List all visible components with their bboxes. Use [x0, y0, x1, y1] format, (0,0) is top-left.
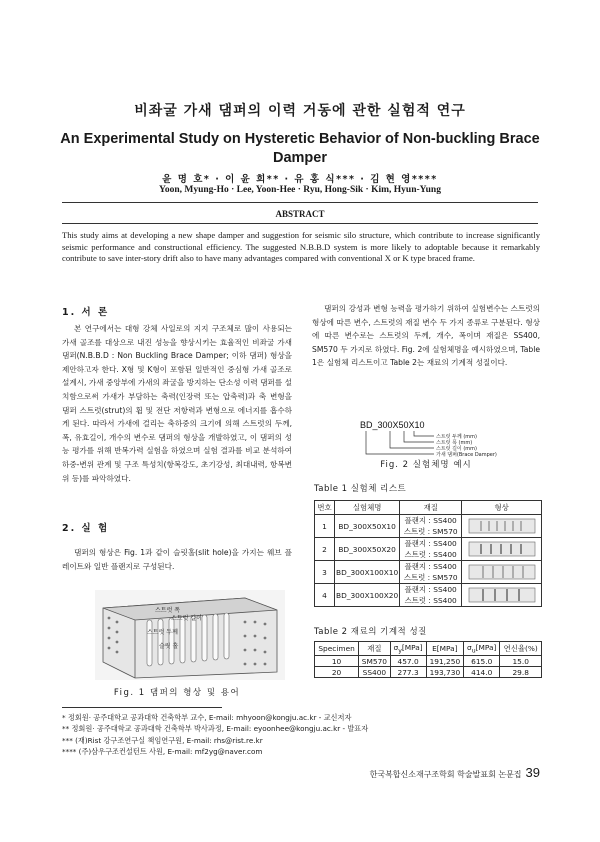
fig1-caption: Fig. 1 댐퍼의 형상 및 용어 [113, 688, 241, 698]
fig2-specimen-code-diagram [360, 418, 520, 486]
proceedings-title: 한국복합신소재구조학회 학술발표회 논문집 [369, 770, 522, 779]
section-2-body-right [312, 302, 540, 370]
table1-header-material: 재질 [400, 501, 462, 515]
table2-header-elongation: 연신율(%) [500, 642, 542, 656]
fig2-legend-length: 스트럿 길이 (mm) [436, 446, 477, 452]
table1-material [400, 584, 462, 607]
table1-material [400, 561, 462, 584]
table2-material: SS400 [359, 667, 391, 678]
table2-material-properties [314, 641, 542, 678]
footnote-rule [62, 707, 222, 708]
table-row [315, 584, 542, 607]
paper-title-english: An Experimental Study on Hysteretic Behavior of Non-buckling Brace Damper [60, 131, 540, 166]
table-row [315, 667, 542, 678]
page-number: 39 [525, 765, 540, 780]
table1-no: 4 [315, 584, 335, 607]
specimen-sketch-icon [467, 563, 537, 581]
table1-name: BD_300X100X20 [335, 584, 400, 607]
table-row [315, 538, 542, 561]
table1-no: 2 [315, 538, 335, 561]
fig1-damper-drawing [95, 590, 285, 680]
table1-shape [462, 538, 542, 561]
section-2-heading: 2. 실 험 [62, 523, 110, 534]
fig1-label-slit-hole: 슬릿 홀 [159, 643, 179, 650]
section-1-paragraph: 본 연구에서는 대형 강체 사일로의 지지 구조체로 많이 사용되는 가새 골조를 대상으로 내진 성능을 향상시키는 효율적인 비좌굴 가새 댐퍼(N.B.B.D : Non Buckling Brace Damper; 이하 댐퍼) 형상을 제안하고자 한다. X형 및 K형이 포함된 일반적인 중심형 가새 골조로 설계시, 가새 중앙부에 가새의 좌굴을 방지하는 단소성 이력 댐퍼를 설치함으로써 가새가 부담하는 축력(인장력 또는 압축력)과 축 변형을 댐퍼 스트럿(strut)의 휨 및 전단 저항력과 변형으로 에너지를 흡수하게 된다. 따라서 가새에 걸리는 축하중의 크기에 의해 스트럿의 두께, 폭, 유효길이, 개수의 변수로 댐퍼의 형상을 개발하였고, 이 댐퍼의 성능 평가를 위해 반복가력 실험을 하였으며 실험 결과를 비교 분석하여 하중-변위 관계 및 구조 특성치(항복강도, 초기강성, 최대내력, 항복변위 등)를 파악하였다. [62, 324, 292, 483]
footnote-3: *** (재)Rist 강구조연구실 책임연구원, E-mail: rhs@rist.re.kr [62, 735, 263, 745]
fig2-legend-brace-damper: 가새 댐퍼(Brace Damper) [436, 452, 497, 458]
fig2-legend-width: 스트럿 폭 (mm) [436, 440, 473, 446]
authors-korean: 윤 명 호* · 이 윤 희** · 유 홍 식*** · 김 현 영**** [162, 174, 438, 185]
table2-modulus: 191,250 [426, 656, 464, 667]
footnotes [62, 712, 538, 757]
section-2-paragraph-left: 댐퍼의 형상은 Fig. 1과 같이 슬릿홀(slit hole)을 가지는 웨브 플레이트와 일반 플랜지로 구성된다. [62, 548, 292, 571]
table1-header-no: 번호 [315, 501, 335, 515]
table1-header-shape: 형상 [462, 501, 542, 515]
table1-name: BD_300X50X20 [335, 538, 400, 561]
table2-title: Table 2 재료의 기계적 성질 [314, 627, 427, 637]
section-1-heading: 1. 서 론 [62, 307, 110, 318]
unit-mpa: [MPa] [401, 642, 423, 652]
section-2-body-left [62, 546, 292, 573]
table1-name: BD_300X100X10 [335, 561, 400, 584]
table1-material-strut: 스트럿 : SS400 [404, 596, 457, 605]
table1-no: 1 [315, 515, 335, 538]
table2-specimen: 20 [315, 667, 359, 678]
table1-specimen-list [314, 500, 542, 607]
table-row [315, 656, 542, 667]
fig1-label-strut-length: 스트럿 길이 [171, 615, 202, 622]
table1-shape [462, 515, 542, 538]
table1-material-flange: 플랜지 : SS400 [404, 516, 457, 525]
yield-subscript: y [398, 647, 402, 655]
footnote-4: **** (주)삼우구조컨설턴트 사원, E-mail: mf2yg@naver.com [62, 746, 263, 756]
abstract-heading: ABSTRACT [275, 209, 325, 219]
page-footer [320, 765, 540, 780]
ultimate-subscript: u [471, 647, 476, 655]
table2-elongation: 15.0 [500, 656, 542, 667]
specimen-sketch-icon [467, 540, 537, 558]
table1-no: 3 [315, 561, 335, 584]
table2-header-ultimate [464, 642, 500, 656]
authors-english: Yoon, Myung-Ho · Lee, Yoon-Hee · Ryu, Hong-Sik · Kim, Hyun-Yung [159, 185, 441, 195]
footnote-1: * 정회원· 공주대학교 공과대학 건축학부 교수, E-mail: mhyoon@kongju.ac.kr - 교신저자 [62, 713, 352, 722]
specimen-sketch-icon [467, 517, 537, 535]
table1-material [400, 538, 462, 561]
sigma-symbol: σ [393, 642, 399, 652]
table1-material-strut: 스트럿 : SM570 [403, 573, 458, 582]
table2-yield: 277.3 [390, 667, 426, 678]
fig2-code: BD_300X50X10 [360, 420, 425, 430]
table1-title: Table 1 실험체 리스트 [314, 484, 407, 494]
table1-header-name: 실험체명 [335, 501, 400, 515]
abstract-bottom-rule [62, 223, 538, 224]
table1-material-flange: 플랜지 : SS400 [404, 562, 457, 571]
table1-shape [462, 561, 542, 584]
table1-material-flange: 플랜지 : SS400 [404, 539, 457, 548]
section-1-body [62, 322, 292, 485]
table-row [315, 561, 542, 584]
section-2-paragraph-right: 댐퍼의 강성과 변형 능력을 평가하기 위하여 실험변수는 스트럿의 형상에 따른 변수, 스트럿의 재질 변수 두 가지 종류로 구분된다. 형상에 따른 변수로는 스트럿의 두께, 개수, 폭이며 재질은 SS400, SM570 두 가지로 하였다. Fig. 2에 실험체명을 예시하였으며, Table 1은 실험체 리스트이고 Table 2는 재료의 기계적 성질이다. [312, 304, 540, 368]
table1-material-strut: 스트럿 : SS400 [404, 550, 457, 559]
table1-material-flange: 플랜지 : SS400 [404, 585, 457, 594]
footnote-2: ** 정회원· 공주대학교 공과대학 건축학부 박사과정, E-mail: eyoonhee@kongju.ac.kr - 발표자 [62, 724, 369, 734]
paper-title-korean: 비좌굴 가새 댐퍼의 이력 거동에 관한 실험적 연구 [134, 103, 466, 119]
abstract-text: This study aims at developing a new shape damper and suggestion for seismic silo structure, which contribute to increase significantly seismic performance and constructional efficiency. The suggested N.B.B.D system is more likely to adoptable because it remarkably contribute to save inter-story drift also to have many advantages compared with conventional X or K type braced frame. [62, 230, 540, 264]
table1-material-strut: 스트럿 : SM570 [403, 527, 458, 536]
table2-yield: 457.0 [390, 656, 426, 667]
table2-header-modulus: E[MPa] [426, 642, 464, 656]
table2-ultimate: 615.0 [464, 656, 500, 667]
abstract-top-rule [62, 202, 538, 203]
fig2-caption: Fig. 2 실험체명 예시 [380, 460, 472, 470]
table2-ultimate: 414.0 [464, 667, 500, 678]
table2-header-specimen: Specimen [315, 642, 359, 656]
table1-shape [462, 584, 542, 607]
table-row [315, 515, 542, 538]
table2-material: SM570 [359, 656, 391, 667]
unit-mpa: [MPa] [475, 642, 497, 652]
table2-specimen: 10 [315, 656, 359, 667]
fig1-label-strut-width: 스트럿 폭 [155, 607, 181, 614]
table2-modulus: 193,730 [426, 667, 464, 678]
fig2-legend-thickness: 스트럿 두께 (mm) [436, 434, 477, 440]
table2-header-material: 재질 [359, 642, 391, 656]
table2-header-yield [390, 642, 426, 656]
table1-name: BD_300X50X10 [335, 515, 400, 538]
specimen-sketch-icon [467, 586, 537, 604]
table1-material [400, 515, 462, 538]
fig1-label-strut-thickness: 스트럿 두께 [147, 629, 178, 636]
table2-elongation: 29.8 [500, 667, 542, 678]
sigma-symbol: σ [467, 642, 472, 652]
